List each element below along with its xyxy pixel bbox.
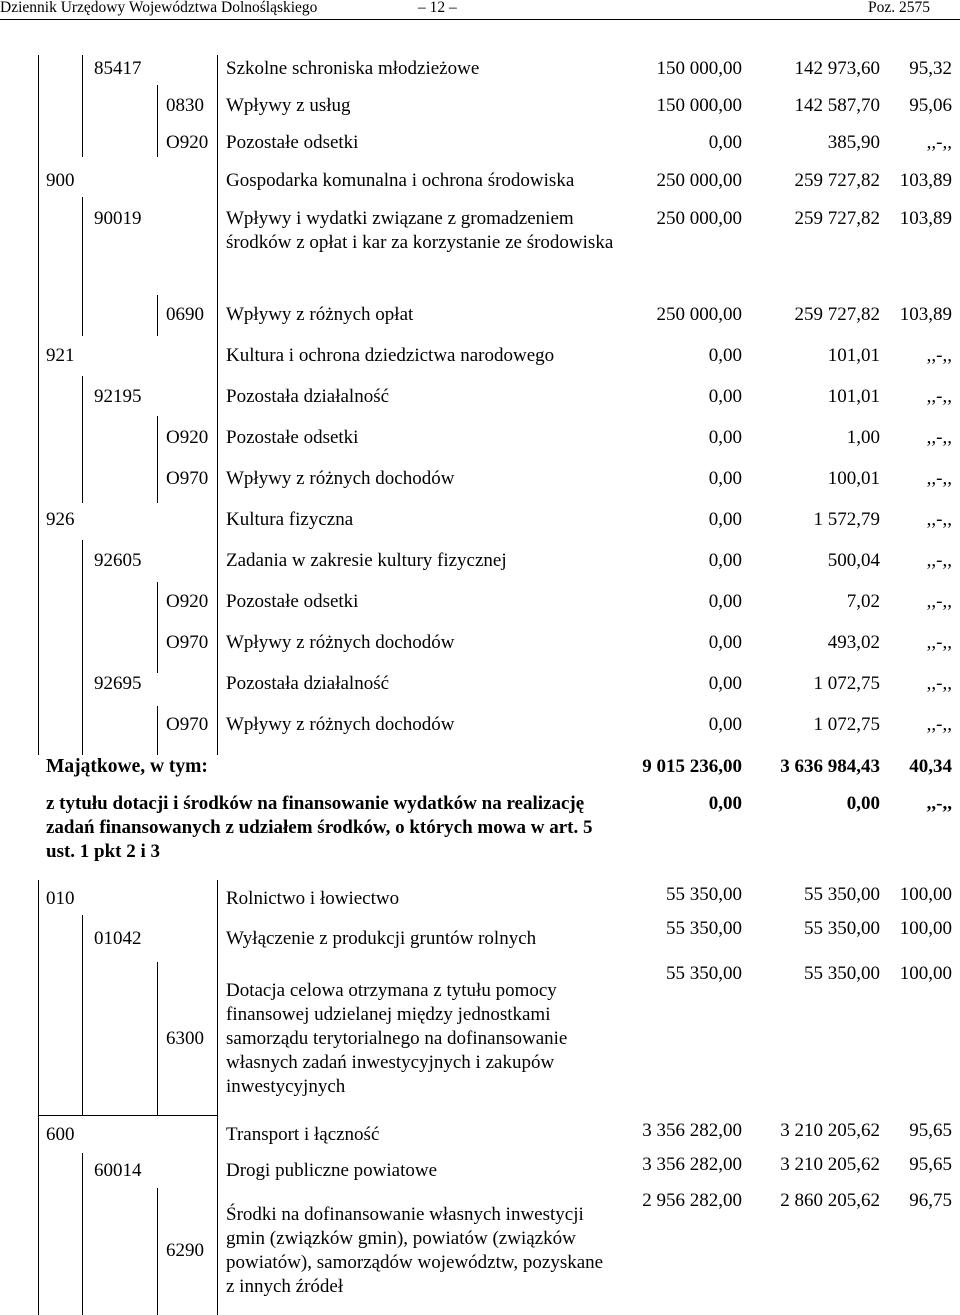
row-description: Pozostała działalność	[226, 386, 390, 407]
percent-value: 95,32	[909, 58, 952, 79]
percent-value: ,,-,,	[926, 468, 952, 489]
plan-value: 150 000,00	[656, 95, 742, 116]
code-paragraph: 0690	[166, 304, 204, 325]
code-chapter: 92605	[94, 550, 142, 571]
percent-value: 100,00	[899, 963, 952, 984]
code-section: 010	[46, 888, 75, 909]
plan-value: 0,00	[708, 386, 742, 407]
code-paragraph: 6290	[166, 1240, 204, 1261]
percent-value: 95,65	[909, 1154, 952, 1175]
percent-value: 95,06	[909, 95, 952, 116]
plan-value: 0,00	[708, 591, 742, 612]
row-description: Kultura i ochrona dziedzictwa narodowego	[226, 345, 555, 366]
percent-value: ,,-,,	[926, 673, 952, 694]
row-description: Dotacja celowa otrzymana z tytułu pomocy finansowej udzielanej między jednostkami samorządu terytorialnego na dofinansowanie własnych zadań inwestycyjnych i zakupów inwestycyjnych	[226, 980, 568, 1097]
code-paragraph: O920	[166, 591, 209, 612]
row-description: Wpływy z różnych dochodów	[226, 632, 455, 653]
exec-value: 55 350,00	[804, 884, 880, 905]
code-chapter: 85417	[94, 58, 142, 79]
code-paragraph: O970	[166, 714, 209, 735]
percent-value: 103,89	[899, 170, 952, 191]
majatkowe-percent: 40,34	[909, 756, 952, 777]
plan-value: 250 000,00	[656, 170, 742, 191]
row-description: Wpływy z usług	[226, 95, 351, 116]
code-chapter: 90019	[94, 208, 142, 229]
code-paragraph: O920	[166, 427, 209, 448]
code-section: 600	[46, 1124, 75, 1145]
majatkowe-label: Majątkowe, w tym:	[46, 756, 208, 777]
exec-value: 142 973,60	[794, 58, 880, 79]
plan-value: 0,00	[708, 632, 742, 653]
plan-value: 3 356 282,00	[642, 1120, 742, 1141]
plan-value: 0,00	[708, 509, 742, 530]
plan-value: 250 000,00	[656, 304, 742, 325]
dotacje-exec: 0,00	[846, 793, 880, 814]
percent-value: ,,-,,	[926, 132, 952, 153]
plan-value: 250 000,00	[656, 208, 742, 229]
code-paragraph: O970	[166, 632, 209, 653]
code-section: 900	[46, 170, 75, 191]
exec-value: 385,90	[827, 132, 880, 153]
row-description: Wyłączenie z produkcji gruntów rolnych	[226, 928, 537, 949]
row-description: Drogi publiczne powiatowe	[226, 1160, 438, 1181]
code-paragraph: 0830	[166, 95, 204, 116]
page-number: – 12 –	[418, 0, 457, 16]
code-paragraph: 6300	[166, 1028, 204, 1049]
plan-value: 55 350,00	[666, 884, 742, 905]
plan-value: 0,00	[708, 673, 742, 694]
percent-value: 96,75	[909, 1190, 952, 1211]
percent-value: 100,00	[899, 918, 952, 939]
row-description: Transport i łączność	[226, 1124, 380, 1145]
row-description: Szkolne schroniska młodzieżowe	[226, 58, 480, 79]
percent-value: ,,-,,	[926, 509, 952, 530]
exec-value: 3 210 205,62	[780, 1120, 880, 1141]
percent-value: 100,00	[899, 884, 952, 905]
code-paragraph: O970	[166, 468, 209, 489]
exec-value: 55 350,00	[804, 963, 880, 984]
plan-value: 0,00	[708, 714, 742, 735]
plan-value: 3 356 282,00	[642, 1154, 742, 1175]
exec-value: 142 587,70	[794, 95, 880, 116]
plan-value: 2 956 282,00	[642, 1190, 742, 1211]
exec-value: 55 350,00	[804, 918, 880, 939]
code-chapter: 92695	[94, 673, 142, 694]
plan-value: 55 350,00	[666, 918, 742, 939]
row-description: Gospodarka komunalna i ochrona środowiska	[226, 170, 575, 191]
header-rule	[0, 19, 960, 20]
exec-value: 259 727,82	[794, 170, 880, 191]
exec-value: 2 860 205,62	[780, 1190, 880, 1211]
code-section: 921	[46, 345, 75, 366]
exec-value: 500,04	[827, 550, 880, 571]
plan-value: 0,00	[708, 345, 742, 366]
row-description: Pozostałe odsetki	[226, 591, 359, 612]
row-description: Wpływy z różnych dochodów	[226, 468, 455, 489]
exec-value: 1 572,79	[813, 509, 880, 530]
percent-value: ,,-,,	[926, 632, 952, 653]
exec-value: 1,00	[846, 427, 880, 448]
percent-value: 95,65	[909, 1120, 952, 1141]
dotacje-plan: 0,00	[708, 793, 742, 814]
exec-value: 101,01	[827, 386, 880, 407]
row-description: Zadania w zakresie kultury fizycznej	[226, 550, 507, 571]
percent-value: 103,89	[899, 208, 952, 229]
plan-value: 0,00	[708, 427, 742, 448]
plan-value: 0,00	[708, 468, 742, 489]
code-paragraph: O920	[166, 132, 209, 153]
plan-value: 0,00	[708, 132, 742, 153]
code-section: 926	[46, 509, 75, 530]
row-description: Rolnictwo i łowiectwo	[226, 888, 400, 909]
row-description: Pozostała działalność	[226, 673, 390, 694]
code-chapter: 01042	[94, 928, 142, 949]
exec-value: 259 727,82	[794, 304, 880, 325]
position-number: Poz. 2575	[868, 0, 930, 16]
percent-value: ,,-,,	[926, 714, 952, 735]
plan-value: 150 000,00	[656, 58, 742, 79]
exec-value: 7,02	[846, 591, 880, 612]
journal-title: Dziennik Urzędowy Województwa Dolnośląskiego	[0, 0, 318, 16]
row-description: Wpływy i wydatki związane z gromadzeniem środków z opłat i kar za korzystanie ze środowiska	[226, 208, 614, 253]
exec-value: 101,01	[827, 345, 880, 366]
row-description: Pozostałe odsetki	[226, 132, 359, 153]
code-chapter: 92195	[94, 386, 142, 407]
percent-value: ,,-,,	[926, 386, 952, 407]
percent-value: 103,89	[899, 304, 952, 325]
row-description: Kultura fizyczna	[226, 509, 354, 530]
majatkowe-plan: 9 015 236,00	[642, 756, 742, 777]
percent-value: ,,-,,	[926, 591, 952, 612]
exec-value: 1 072,75	[813, 673, 880, 694]
plan-value: 55 350,00	[666, 963, 742, 984]
exec-value: 3 210 205,62	[780, 1154, 880, 1175]
percent-value: ,,-,,	[926, 427, 952, 448]
percent-value: ,,-,,	[926, 345, 952, 366]
dotacje-label: z tytułu dotacji i środków na finansowanie wydatków na realizację zadań finansowanych z udziałem środków, o których mowa w art. 5 ust. 1 pkt 2 i 3	[46, 793, 593, 862]
code-chapter: 60014	[94, 1160, 142, 1181]
exec-value: 1 072,75	[813, 714, 880, 735]
percent-value: ,,-,,	[926, 550, 952, 571]
row-description: Pozostałe odsetki	[226, 427, 359, 448]
majatkowe-exec: 3 636 984,43	[780, 756, 880, 777]
row-description: Środki na dofinansowanie własnych inwestycji gmin (związków gmin), powiatów (związków powiatów), samorządów województw, pozyskane z innych źródeł	[226, 1204, 604, 1297]
exec-value: 100,01	[827, 468, 880, 489]
row-description: Wpływy z różnych opłat	[226, 304, 414, 325]
exec-value: 259 727,82	[794, 208, 880, 229]
exec-value: 493,02	[827, 632, 880, 653]
dotacje-percent: ,,-,,	[926, 793, 952, 814]
row-description: Wpływy z różnych dochodów	[226, 714, 455, 735]
plan-value: 0,00	[708, 550, 742, 571]
